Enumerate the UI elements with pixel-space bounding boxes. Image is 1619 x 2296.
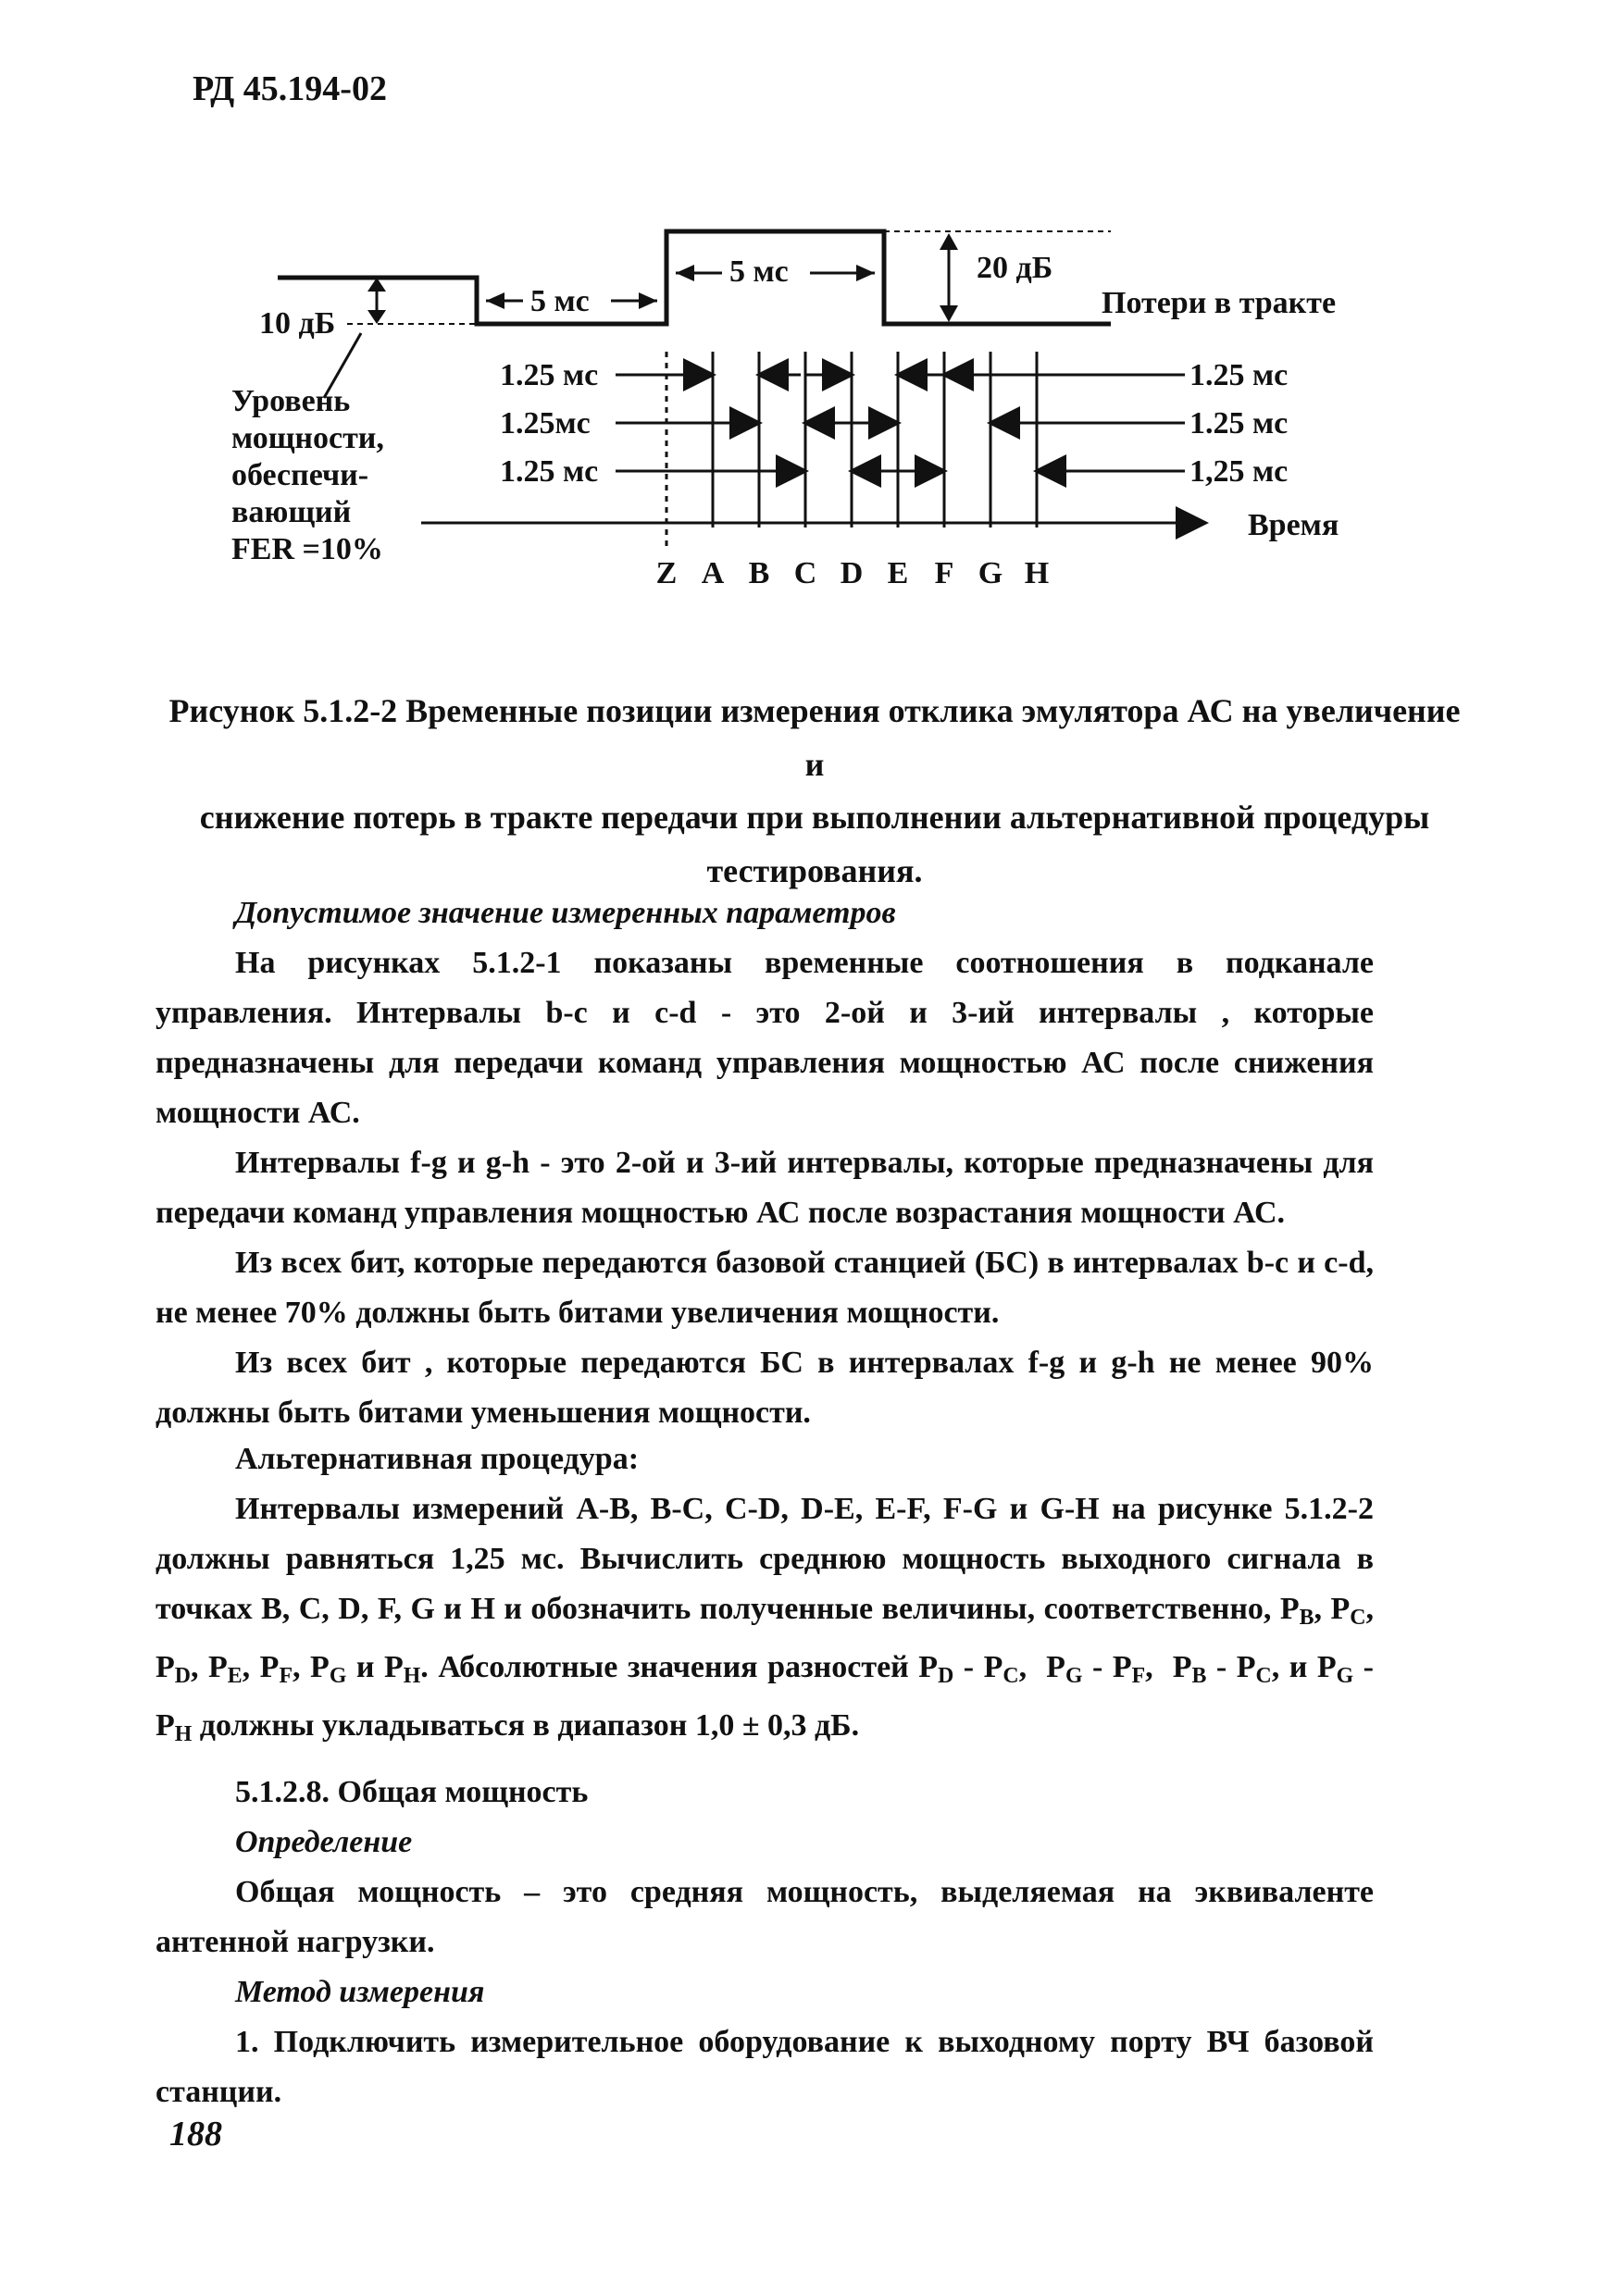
paragraph: Интервалы измерений A-B, B-C, C-D, D-E, E-F, F-G и G-H на рисунке 5.1.2-2 должны равняться 1,25 мс. Вычислить среднюю мощность выходного сигнала в точках B, C, D, F, G и H и обозначить полученные величины, соответственно, $P_B$, $P_C$, $P_D$, $P_E$, $P_F$, $P_G$ и $P_H$. Абсолютные значения разностей $P_D - P_C$, $P_G - P_F$, $P_B - P_C$, и $P_G - P_H$ должны укладываться в диапазон 1,0 ± 0,3 дБ. xyxy=(156,1492,1375,1746)
paragraph: Из всех бит , которые передаются БС в интервалах f-g и g-h не менее 90% должны быть битами уменьшения мощности. xyxy=(156,1346,1374,1430)
caption-line: Рисунок 5.1.2-2 Временные позиции измерения отклика эмулятора АС на увеличение и xyxy=(168,692,1461,783)
section-total-power xyxy=(156,1768,1374,2117)
label-right-row2: 1.25 мс xyxy=(1189,406,1289,441)
label-left-row1: 1.25 мс xyxy=(500,358,599,392)
caption-line: тестирования. xyxy=(706,851,923,889)
paragraph-text: должны укладываться в диапазон 1,0 ± 0,3 дБ. xyxy=(199,1707,860,1743)
point-label: A xyxy=(701,556,725,590)
timing-diagram xyxy=(222,204,1426,629)
label-20db: 20 дБ xyxy=(977,251,1053,285)
section-heading-text: Альтернативная процедура xyxy=(235,1442,629,1476)
point-label: E xyxy=(887,556,909,590)
section-alternative-procedure xyxy=(156,1434,1374,1759)
label-power-level-2: мощности, xyxy=(231,421,384,455)
section-heading: Допустимое значение измеренных параметров xyxy=(235,896,896,930)
label-path-loss: Потери в тракте xyxy=(1102,286,1337,320)
document-code: РД 45.194-02 xyxy=(193,69,387,108)
point-label: G xyxy=(978,556,1003,590)
page-number: 188 xyxy=(169,2115,222,2153)
label-power-level-1: Уровень xyxy=(231,384,351,418)
label-power-level-5: FER =10% xyxy=(231,532,383,566)
label-power-level-3: обеспечи- xyxy=(231,458,369,492)
section-heading: 5.1.2.8. Общая мощность xyxy=(235,1775,589,1809)
label-5ms-1: 5 мс xyxy=(530,284,590,318)
label-time-axis: Время xyxy=(1248,508,1339,542)
section-heading xyxy=(156,1434,1374,1484)
point-label: B xyxy=(748,556,770,590)
paragraph: Общая мощность – это средняя мощность, выделяемая на эквиваленте антенной нагрузки. xyxy=(156,1875,1374,1959)
figure-caption xyxy=(157,685,1472,898)
point-label: F xyxy=(934,556,954,590)
paragraph: 1. Подключить измерительное оборудование к выходному порту ВЧ базовой станции. xyxy=(156,2025,1374,2109)
paragraph: Интервалы f-g и g-h - это 2-ой и 3-ий интервалы, которые предназначены для передачи команд управления мощностью АС после возрастания мощности АС. xyxy=(156,1146,1374,1230)
label-left-row2: 1.25мс xyxy=(500,406,591,441)
heading-colon: : xyxy=(628,1442,640,1476)
section-allowed-values xyxy=(156,888,1374,1438)
label-right-row1: 1.25 мс xyxy=(1189,358,1289,392)
timing-diagram-svg xyxy=(222,204,1426,629)
label-5ms-2: 5 мс xyxy=(729,254,789,289)
paragraph-text: Интервалы измерений A-B, B-C, C-D, D-E, E-F, F-G и G-H на рисунке 5.1.2-2 должны равняться 1,25 мс. Вычислить среднюю мощность выходного сигнала в точках B, C, D, F, G и H и обозначить полученные величины, соответственно, xyxy=(156,1492,1374,1626)
point-label: Z xyxy=(655,556,678,590)
label-10db: 10 дБ xyxy=(259,306,336,341)
paragraph: На рисунках 5.1.2-1 показаны временные соотношения в подканале управления. Интервалы b-c и c-d - это 2-ой и 3-ий интервалы , которые предназначены для передачи команд управления мощностью АС после снижения мощности АС. xyxy=(156,946,1374,1130)
point-label: D xyxy=(840,556,864,590)
subsection-heading: Метод измерения xyxy=(235,1975,485,2009)
label-left-row3: 1.25 мс xyxy=(500,454,599,489)
caption-line: снижение потерь в тракте передачи при выполнении альтернативной процедуры xyxy=(199,799,1430,837)
point-label: H xyxy=(1024,556,1050,590)
label-power-level-4: вающий xyxy=(231,495,352,529)
label-right-row3: 1,25 мс xyxy=(1189,454,1289,489)
paragraph: Из всех бит, которые передаются базовой станцией (БС) в интервалах b-c и c-d, не менее 70% должны быть битами увеличения мощности. xyxy=(156,1246,1374,1330)
paragraph-text: Абсолютные значения разностей xyxy=(438,1649,909,1684)
point-label: C xyxy=(793,556,817,590)
subsection-heading: Определение xyxy=(235,1825,413,1859)
